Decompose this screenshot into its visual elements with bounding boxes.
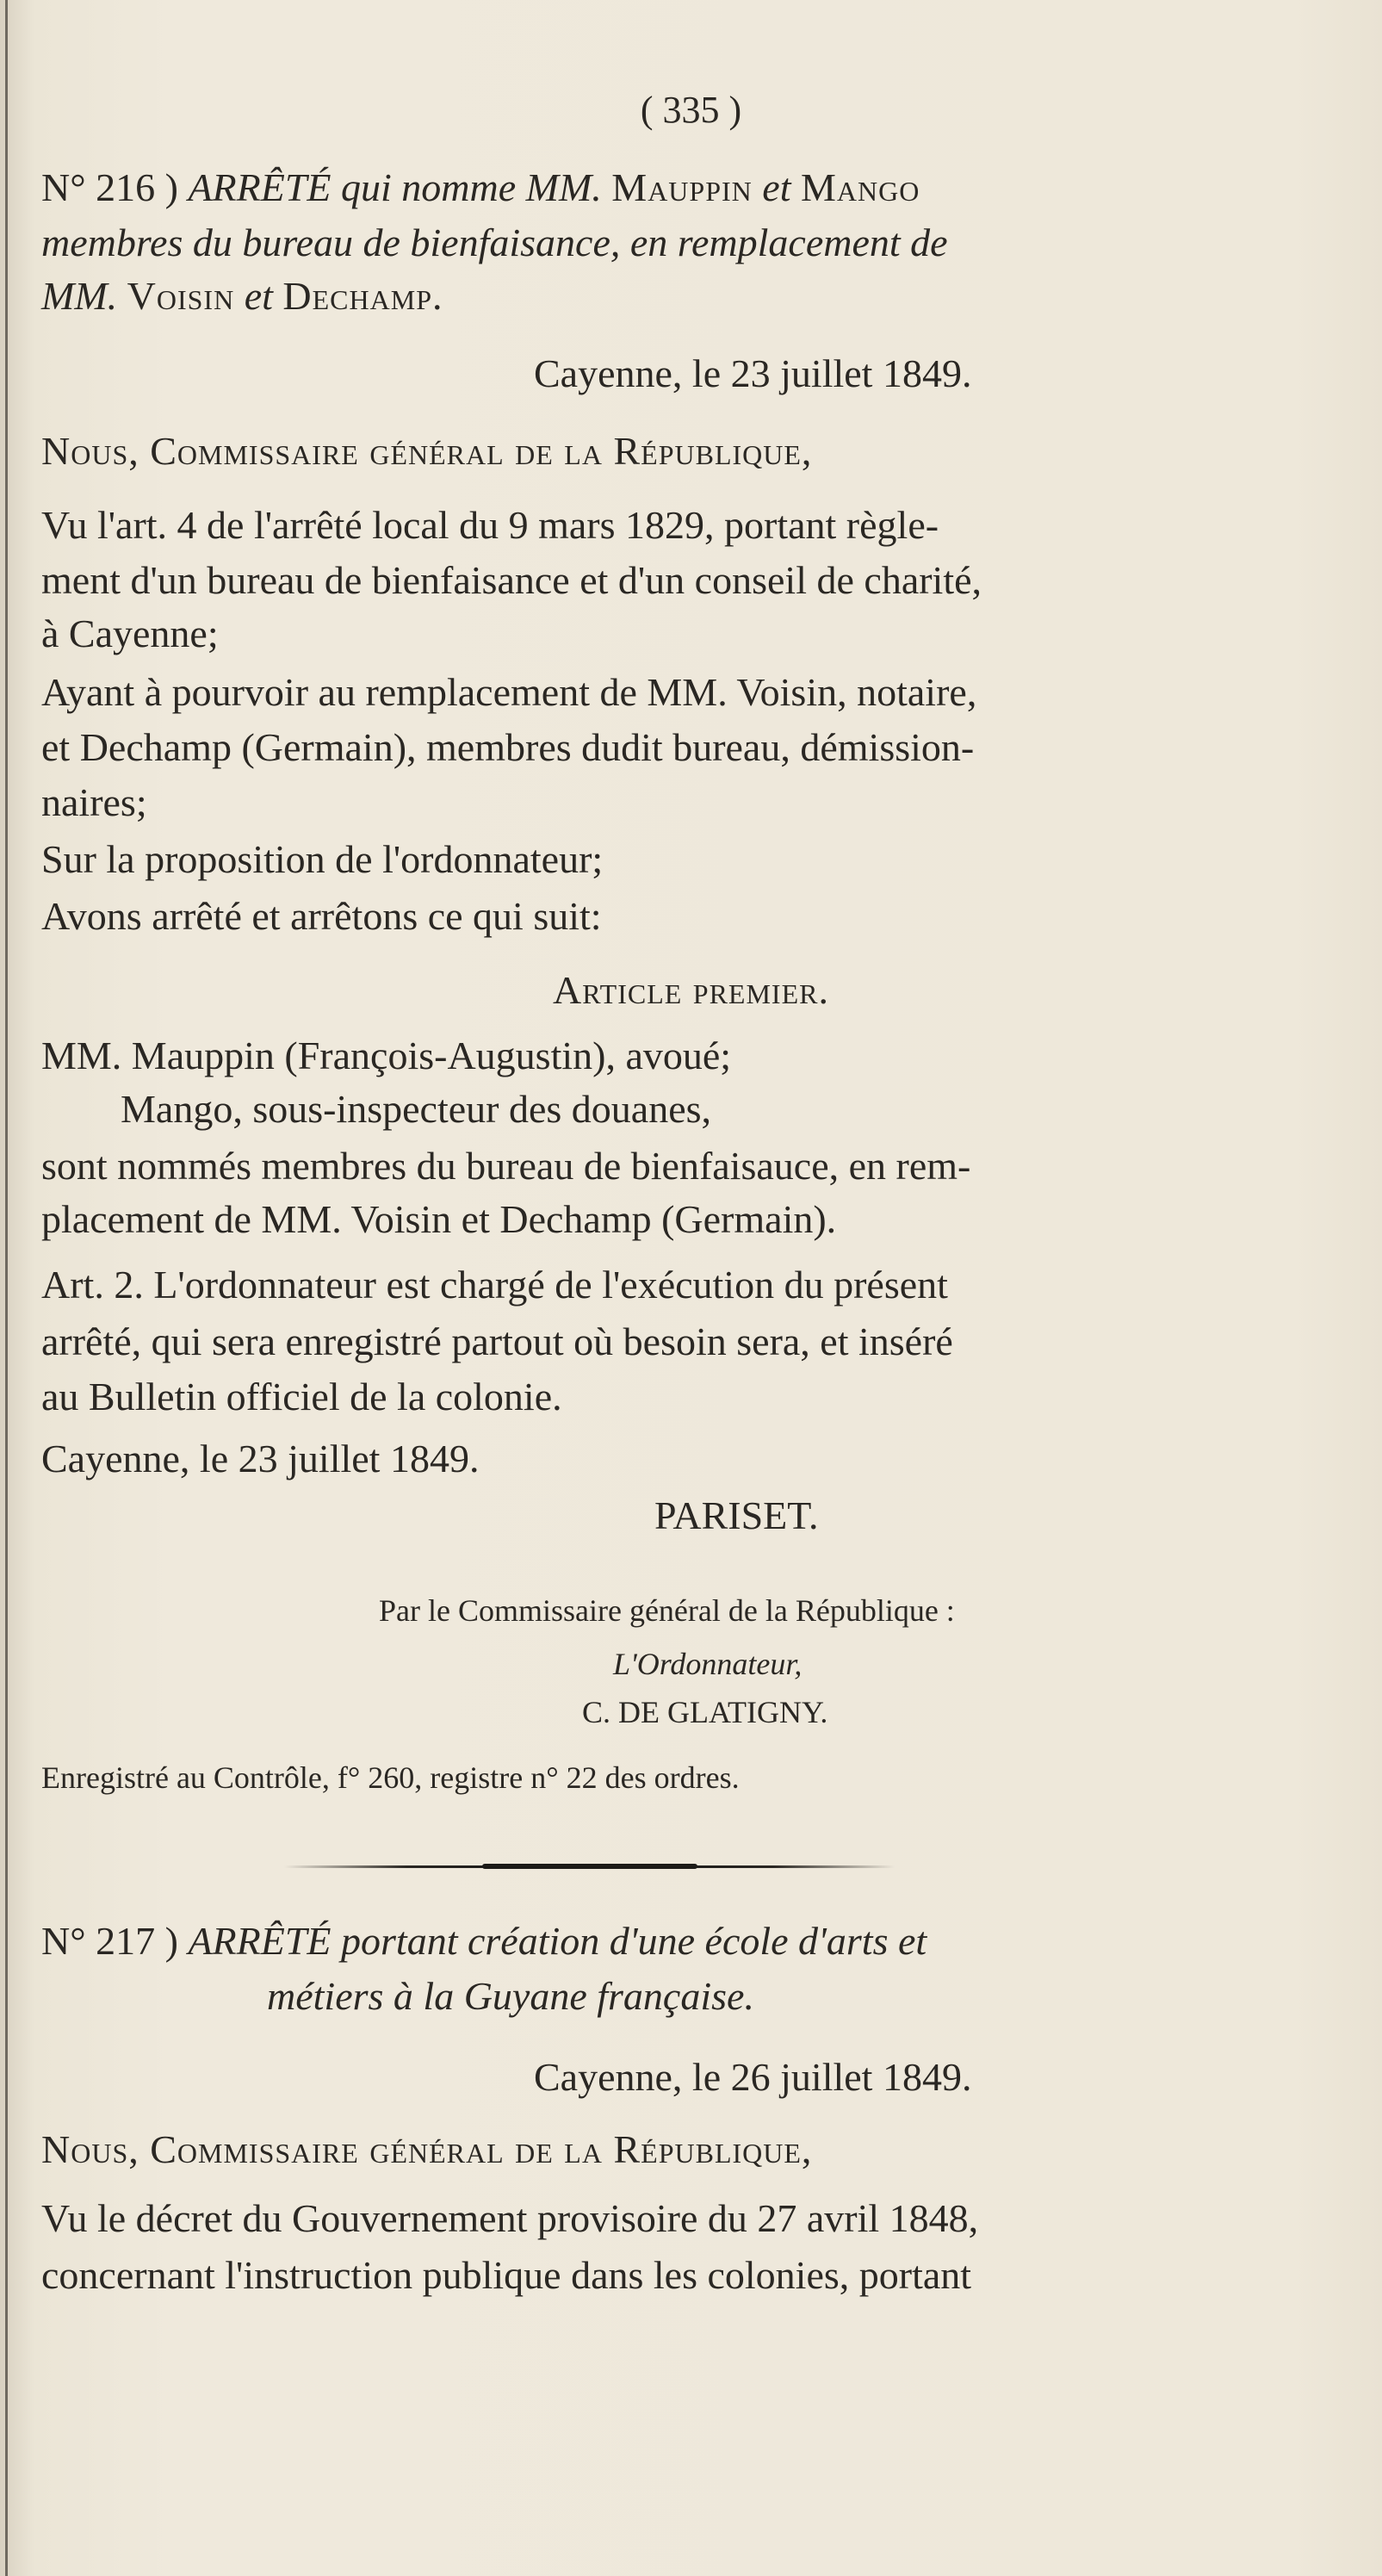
act-216-name-mango: Mango (800, 165, 920, 209)
act-216-art2-line: Art. 2. L'ordonnateur est chargé de l'exécution du présent (41, 1263, 948, 1307)
act-216-article-line: sont nommés membres du bureau de bienfaisauce, en rem- (41, 1144, 971, 1188)
act-216-name-mauppin: Mauppin (611, 165, 753, 209)
act-217-place-date: Cayenne, le 26 juillet 1849. (534, 2055, 972, 2099)
act-216-article-line: MM. Mauppin (François-Augustin), avoué; (41, 1034, 732, 1077)
section-divider-rule-thick (482, 1864, 697, 1869)
act-216-article-line: Mango, sous-inspecteur des douanes, (121, 1087, 712, 1131)
act-216-body-line: à Cayenne; (41, 611, 219, 655)
act-216-name-dechamp: Dechamp. (282, 274, 443, 318)
act-216-body-line: ment d'un bureau de bienfaisance et d'un conseil de charité, (41, 558, 982, 602)
act-216-closing-date: Cayenne, le 23 juillet 1849. (41, 1437, 480, 1480)
act-216-et-1: et (762, 165, 791, 209)
act-216-heading-line-2: membres du bureau de bienfaisance, en remplacement de (41, 220, 948, 264)
act-216-name-voisin: Voisin (127, 274, 235, 318)
act-216-art2-line: arrêté, qui sera enregistré partout où besoin sera, et inséré (41, 1319, 953, 1363)
act-216-countersign-title: L'Ordonnateur, (613, 1647, 803, 1681)
act-216-body-line: Sur la proposition de l'ordonnateur; (41, 837, 604, 881)
page-edge-shadow (5, 0, 8, 2576)
act-216-countersign-name: C. DE GLATIGNY. (582, 1695, 828, 1729)
page-number: ( 335 ) (640, 89, 742, 131)
act-216-body-line: Vu l'art. 4 de l'arrêté local du 9 mars 1829, portant règle- (41, 503, 939, 547)
act-216-article-line: placement de MM. Voisin et Dechamp (Germain). (41, 1197, 837, 1241)
act-216-body-line: naires; (41, 780, 147, 824)
act-217-body-line: Vu le décret du Gouvernement provisoire du 27 avril 1848, (41, 2196, 979, 2240)
act-216-authority: Nous, Commissaire général de la République, (41, 429, 813, 473)
act-217-heading-line-2: métiers à la Guyane française. (267, 1974, 754, 2018)
act-217-number: N° 217 ) (41, 1919, 178, 1963)
act-216-registration: Enregistré au Contrôle, f° 260, registre n° 22 des ordres. (41, 1760, 740, 1795)
act-216-heading-line-1 (41, 164, 920, 212)
act-216-mm: MM. (41, 274, 118, 318)
act-216-article-heading: Article premier. (553, 968, 829, 1012)
act-216-body-line: Ayant à pourvoir au remplacement de MM. Voisin, notaire, (41, 670, 977, 714)
act-216-signature: PARISET. (654, 1493, 819, 1537)
act-216-heading-line-3 (41, 272, 443, 320)
act-216-art2-line: au Bulletin officiel de la colonie. (41, 1375, 562, 1418)
act-217-heading-line-1 (41, 1917, 926, 1965)
act-216-number: N° 216 ) (41, 165, 178, 209)
act-216-title: ARRÊTÉ qui nomme MM. (188, 165, 602, 209)
act-216-body-line: et Dechamp (Germain), membres dudit bureau, démission- (41, 725, 975, 769)
act-216-countersign-by: Par le Commissaire général de la République : (379, 1593, 955, 1628)
act-217-title: ARRÊTÉ portant création d'une école d'arts et (188, 1919, 927, 1963)
act-216-body-line: Avons arrêté et arrêtons ce qui suit: (41, 894, 602, 938)
act-217-body-line: concernant l'instruction publique dans les colonies, portant (41, 2253, 972, 2297)
act-216-et-2: et (244, 274, 273, 318)
act-217-authority: Nous, Commissaire général de la République, (41, 2127, 813, 2171)
act-216-place-date: Cayenne, le 23 juillet 1849. (534, 351, 972, 395)
